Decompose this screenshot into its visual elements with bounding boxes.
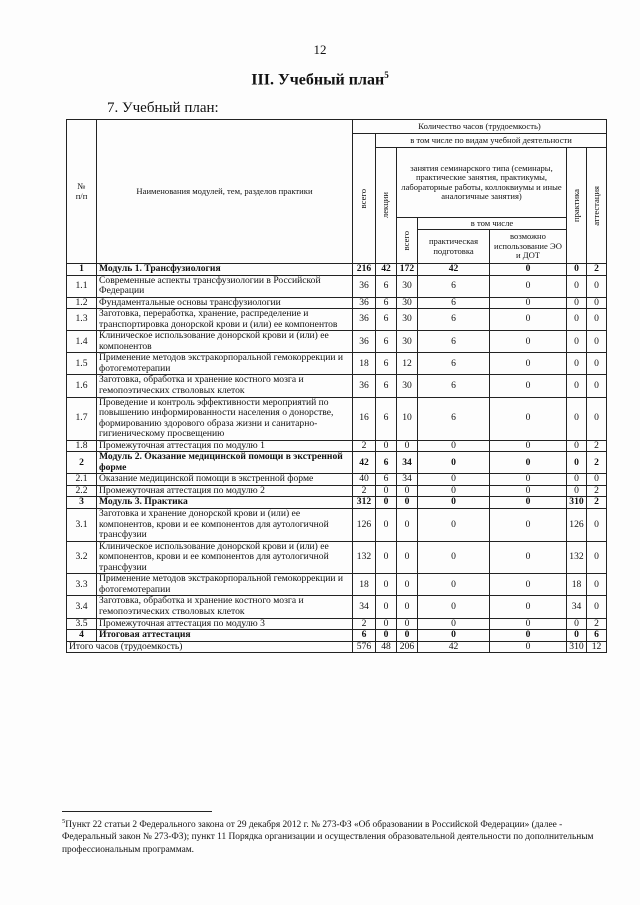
cell-distance: 0 xyxy=(490,297,567,309)
cell-seminars: 0 xyxy=(397,618,418,630)
cell-practice: 132 xyxy=(567,541,587,574)
cell-attestation: 0 xyxy=(587,309,607,331)
cell-seminars: 30 xyxy=(397,297,418,309)
cell-lectures: 6 xyxy=(376,331,397,353)
total-row xyxy=(67,641,607,653)
cell-seminars: 34 xyxy=(397,474,418,486)
cell-practice: 0 xyxy=(567,397,587,440)
cell-lectures: 6 xyxy=(376,309,397,331)
row-name: Современные аспекты трансфузиологии в Российской Федерации xyxy=(97,275,353,297)
row-number: 1.6 xyxy=(67,375,97,397)
cell-seminars: 0 xyxy=(397,630,418,642)
total-label: Итого часов (трудоемкость) xyxy=(67,641,353,653)
cell-seminars: 0 xyxy=(397,574,418,596)
row-name: Клиническое использование донорской крови и (или) ее компонентов xyxy=(97,331,353,353)
table-row xyxy=(67,331,607,353)
cell-distance: 0 xyxy=(490,485,567,497)
cell-seminars: 12 xyxy=(397,353,418,375)
total-total: 576 xyxy=(353,641,376,653)
cell-attestation: 0 xyxy=(587,353,607,375)
cell-attestation: 0 xyxy=(587,574,607,596)
cell-practice: 0 xyxy=(567,452,587,474)
cell-attestation: 0 xyxy=(587,397,607,440)
cell-attestation: 0 xyxy=(587,509,607,542)
header-attestation-text: аттестация xyxy=(590,185,601,226)
cell-distance: 0 xyxy=(490,397,567,440)
cell-attestation: 6 xyxy=(587,630,607,642)
row-number: 2 xyxy=(67,452,97,474)
cell-lectures: 6 xyxy=(376,275,397,297)
row-name: Фундаментальные основы трансфузиологии xyxy=(97,297,353,309)
cell-seminars: 0 xyxy=(397,485,418,497)
cell-attestation: 0 xyxy=(587,596,607,618)
cell-total: 6 xyxy=(353,630,376,642)
cell-total: 36 xyxy=(353,275,376,297)
cell-total: 34 xyxy=(353,596,376,618)
footnote-divider xyxy=(62,811,212,812)
table-row xyxy=(67,264,607,276)
table-caption: 7. Учебный план: xyxy=(107,100,219,116)
cell-distance: 0 xyxy=(490,309,567,331)
total-distance: 0 xyxy=(490,641,567,653)
table-row xyxy=(67,474,607,486)
row-name: Оказание медицинской помощи в экстренной форме xyxy=(97,474,353,486)
cell-lectures: 0 xyxy=(376,596,397,618)
header-seminar-total xyxy=(397,218,418,264)
cell-seminars: 30 xyxy=(397,331,418,353)
cell-practice: 0 xyxy=(567,264,587,276)
cell-practice: 0 xyxy=(567,440,587,452)
row-name: Заготовка, обработка и хранение костного мозга и гемопоэтических стволовых клеток xyxy=(97,596,353,618)
table-row xyxy=(67,630,607,642)
total-practice: 310 xyxy=(567,641,587,653)
cell-total: 126 xyxy=(353,509,376,542)
row-name: Промежуточная аттестация по модулю 1 xyxy=(97,440,353,452)
header-lectures xyxy=(376,148,397,264)
cell-practice: 126 xyxy=(567,509,587,542)
row-number: 4 xyxy=(67,630,97,642)
row-name: Итоговая аттестация xyxy=(97,630,353,642)
table-row xyxy=(67,574,607,596)
cell-practical: 0 xyxy=(418,541,490,574)
cell-total: 2 xyxy=(353,440,376,452)
cell-lectures: 6 xyxy=(376,474,397,486)
cell-lectures: 0 xyxy=(376,440,397,452)
cell-practice: 0 xyxy=(567,275,587,297)
row-number: 2.1 xyxy=(67,474,97,486)
cell-practice: 0 xyxy=(567,474,587,486)
cell-seminars: 0 xyxy=(397,509,418,542)
header-lectures-text: лекции xyxy=(380,192,391,219)
cell-attestation: 2 xyxy=(587,264,607,276)
cell-practical: 0 xyxy=(418,452,490,474)
footnote-text: Пункт 22 статьи 2 Федерального закона от 29 декабря 2012 г. № 273-ФЗ «Об образовании в Российской Федерации» (далее - Федеральный закон № 273-ФЗ); пункт 11 Порядка организации и осуществления образовательной деятельности по дополнительным профессиональным программам. xyxy=(62,820,594,855)
header-practice xyxy=(567,148,587,264)
header-seminar-total-text: всего xyxy=(401,230,412,251)
table-row xyxy=(67,375,607,397)
cell-distance: 0 xyxy=(490,574,567,596)
cell-total: 42 xyxy=(353,452,376,474)
cell-lectures: 0 xyxy=(376,509,397,542)
cell-distance: 0 xyxy=(490,630,567,642)
cell-seminars: 30 xyxy=(397,375,418,397)
cell-lectures: 0 xyxy=(376,630,397,642)
cell-practical: 0 xyxy=(418,630,490,642)
table-row xyxy=(67,485,607,497)
cell-total: 132 xyxy=(353,541,376,574)
row-name: Промежуточная аттестация по модулю 2 xyxy=(97,485,353,497)
cell-practical: 6 xyxy=(418,275,490,297)
row-number: 1.3 xyxy=(67,309,97,331)
cell-distance: 0 xyxy=(490,264,567,276)
footnote-reference: 5 xyxy=(384,70,389,80)
cell-lectures: 6 xyxy=(376,353,397,375)
cell-practice: 0 xyxy=(567,331,587,353)
cell-practice: 0 xyxy=(567,353,587,375)
row-name: Применение методов экстракорпоральной гемокоррекции и фотогемотерапии xyxy=(97,353,353,375)
row-name: Заготовка, переработка, хранение, распределение и транспортировка донорской крови и (или) ее компонентов xyxy=(97,309,353,331)
cell-practice: 0 xyxy=(567,375,587,397)
cell-attestation: 2 xyxy=(587,485,607,497)
cell-attestation: 2 xyxy=(587,440,607,452)
row-number: 1.1 xyxy=(67,275,97,297)
cell-lectures: 6 xyxy=(376,375,397,397)
cell-total: 40 xyxy=(353,474,376,486)
total-practical: 42 xyxy=(418,641,490,653)
cell-practice: 18 xyxy=(567,574,587,596)
cell-practical: 0 xyxy=(418,440,490,452)
cell-lectures: 0 xyxy=(376,618,397,630)
cell-attestation: 0 xyxy=(587,474,607,486)
cell-practical: 6 xyxy=(418,353,490,375)
cell-distance: 0 xyxy=(490,474,567,486)
cell-practical: 42 xyxy=(418,264,490,276)
cell-lectures: 6 xyxy=(376,297,397,309)
cell-lectures: 6 xyxy=(376,397,397,440)
cell-attestation: 0 xyxy=(587,541,607,574)
cell-total: 216 xyxy=(353,264,376,276)
row-number: 1.5 xyxy=(67,353,97,375)
row-name: Заготовка и хранение донорской крови и (или) ее компонентов, крови и ее компонентов для аутологичной трансфузии xyxy=(97,509,353,542)
total-attestation: 12 xyxy=(587,641,607,653)
cell-lectures: 6 xyxy=(376,452,397,474)
cell-practice: 0 xyxy=(567,630,587,642)
table-row xyxy=(67,509,607,542)
row-number: 3.5 xyxy=(67,618,97,630)
row-name: Заготовка, обработка и хранение костного мозга и гемопоэтических стволовых клеток xyxy=(97,375,353,397)
cell-total: 16 xyxy=(353,397,376,440)
header-including: в том числе xyxy=(418,218,567,230)
row-name: Модуль 2. Оказание медицинской помощи в экстренной форме xyxy=(97,452,353,474)
footnote xyxy=(62,818,607,856)
cell-practical: 0 xyxy=(418,574,490,596)
cell-practical: 6 xyxy=(418,397,490,440)
row-name: Применение методов экстракорпоральной гемокоррекции и фотогемотерапии xyxy=(97,574,353,596)
cell-practical: 6 xyxy=(418,309,490,331)
cell-lectures: 0 xyxy=(376,485,397,497)
row-number: 1.8 xyxy=(67,440,97,452)
cell-seminars: 0 xyxy=(397,541,418,574)
row-number: 3.2 xyxy=(67,541,97,574)
cell-lectures: 0 xyxy=(376,574,397,596)
row-name: Клиническое использование донорской крови и (или) ее компонентов, крови и ее компонентов для аутологичной трансфузии xyxy=(97,541,353,574)
row-number: 1.4 xyxy=(67,331,97,353)
cell-practice: 0 xyxy=(567,309,587,331)
header-distance: возможно использование ЭО и ДОТ xyxy=(490,230,567,264)
cell-practical: 0 xyxy=(418,618,490,630)
cell-practice: 310 xyxy=(567,497,587,509)
header-hours-group: Количество часов (трудоемкость) xyxy=(353,120,607,134)
cell-total: 2 xyxy=(353,618,376,630)
cell-distance: 0 xyxy=(490,541,567,574)
table-row xyxy=(67,452,607,474)
header-name: Наименования модулей, тем, разделов практики xyxy=(97,120,353,264)
header-total xyxy=(353,134,376,264)
table-row xyxy=(67,497,607,509)
table-row xyxy=(67,297,607,309)
row-number: 3 xyxy=(67,497,97,509)
row-name: Модуль 1. Трансфузиология xyxy=(97,264,353,276)
row-number: 3.3 xyxy=(67,574,97,596)
table-row xyxy=(67,618,607,630)
cell-seminars: 34 xyxy=(397,452,418,474)
footnote-mark: 5 xyxy=(62,818,66,825)
cell-attestation: 2 xyxy=(587,497,607,509)
cell-distance: 0 xyxy=(490,331,567,353)
cell-lectures: 0 xyxy=(376,497,397,509)
cell-distance: 0 xyxy=(490,440,567,452)
row-number: 3.1 xyxy=(67,509,97,542)
header-practice-text: практика xyxy=(570,189,581,222)
cell-lectures: 42 xyxy=(376,264,397,276)
cell-seminars: 0 xyxy=(397,440,418,452)
cell-attestation: 0 xyxy=(587,375,607,397)
cell-distance: 0 xyxy=(490,353,567,375)
total-lectures: 48 xyxy=(376,641,397,653)
cell-lectures: 0 xyxy=(376,541,397,574)
header-attestation xyxy=(587,148,607,264)
table-row xyxy=(67,596,607,618)
cell-attestation: 0 xyxy=(587,331,607,353)
header-practical-prep: практическая подготовка xyxy=(418,230,490,264)
cell-distance: 0 xyxy=(490,509,567,542)
table-row xyxy=(67,309,607,331)
header-total-text: всего xyxy=(358,188,369,209)
row-number: 1 xyxy=(67,264,97,276)
row-number: 1.7 xyxy=(67,397,97,440)
cell-total: 36 xyxy=(353,375,376,397)
row-number: 3.4 xyxy=(67,596,97,618)
row-name: Модуль 3. Практика xyxy=(97,497,353,509)
cell-distance: 0 xyxy=(490,618,567,630)
cell-distance: 0 xyxy=(490,596,567,618)
cell-practice: 0 xyxy=(567,297,587,309)
row-name: Промежуточная аттестация по модулю 3 xyxy=(97,618,353,630)
table-row xyxy=(67,541,607,574)
cell-practical: 0 xyxy=(418,509,490,542)
cell-seminars: 0 xyxy=(397,497,418,509)
row-number: 1.2 xyxy=(67,297,97,309)
cell-practical: 6 xyxy=(418,331,490,353)
row-number: 2.2 xyxy=(67,485,97,497)
cell-seminars: 10 xyxy=(397,397,418,440)
table-row xyxy=(67,353,607,375)
cell-practice: 0 xyxy=(567,618,587,630)
cell-total: 312 xyxy=(353,497,376,509)
cell-practical: 0 xyxy=(418,474,490,486)
table-row xyxy=(67,397,607,440)
cell-total: 2 xyxy=(353,485,376,497)
cell-seminars: 30 xyxy=(397,309,418,331)
header-seminar-group: занятия семинарского типа (семинары, практические занятия, практикумы, лабораторные работы, коллоквиумы и иные аналогичные занятия) xyxy=(397,148,567,218)
cell-practical: 0 xyxy=(418,596,490,618)
cell-total: 36 xyxy=(353,297,376,309)
table-row xyxy=(67,440,607,452)
cell-attestation: 2 xyxy=(587,452,607,474)
cell-total: 18 xyxy=(353,574,376,596)
cell-total: 36 xyxy=(353,331,376,353)
cell-attestation: 0 xyxy=(587,275,607,297)
cell-practical: 6 xyxy=(418,375,490,397)
cell-distance: 0 xyxy=(490,375,567,397)
cell-practical: 0 xyxy=(418,497,490,509)
table-row xyxy=(67,275,607,297)
section-title xyxy=(0,70,640,89)
cell-attestation: 0 xyxy=(587,297,607,309)
cell-distance: 0 xyxy=(490,452,567,474)
cell-distance: 0 xyxy=(490,275,567,297)
row-name: Проведение и контроль эффективности мероприятий по повышению информированности населения о донорстве, формированию здорового образа жизни и санитарно-гигиеническому просвещению xyxy=(97,397,353,440)
curriculum-table xyxy=(66,119,607,653)
table-body xyxy=(67,264,607,653)
section-title-text: III. Учебный план xyxy=(251,71,385,89)
total-seminars: 206 xyxy=(397,641,418,653)
page-number: 12 xyxy=(313,42,327,57)
cell-seminars: 172 xyxy=(397,264,418,276)
header-num: № п/п xyxy=(67,120,97,264)
cell-practice: 34 xyxy=(567,596,587,618)
cell-distance: 0 xyxy=(490,497,567,509)
cell-total: 36 xyxy=(353,309,376,331)
cell-practice: 0 xyxy=(567,485,587,497)
cell-practical: 0 xyxy=(418,485,490,497)
cell-practical: 6 xyxy=(418,297,490,309)
cell-seminars: 0 xyxy=(397,596,418,618)
cell-attestation: 2 xyxy=(587,618,607,630)
header-by-type: в том числе по видам учебной деятельности xyxy=(376,134,607,148)
cell-seminars: 30 xyxy=(397,275,418,297)
cell-total: 18 xyxy=(353,353,376,375)
